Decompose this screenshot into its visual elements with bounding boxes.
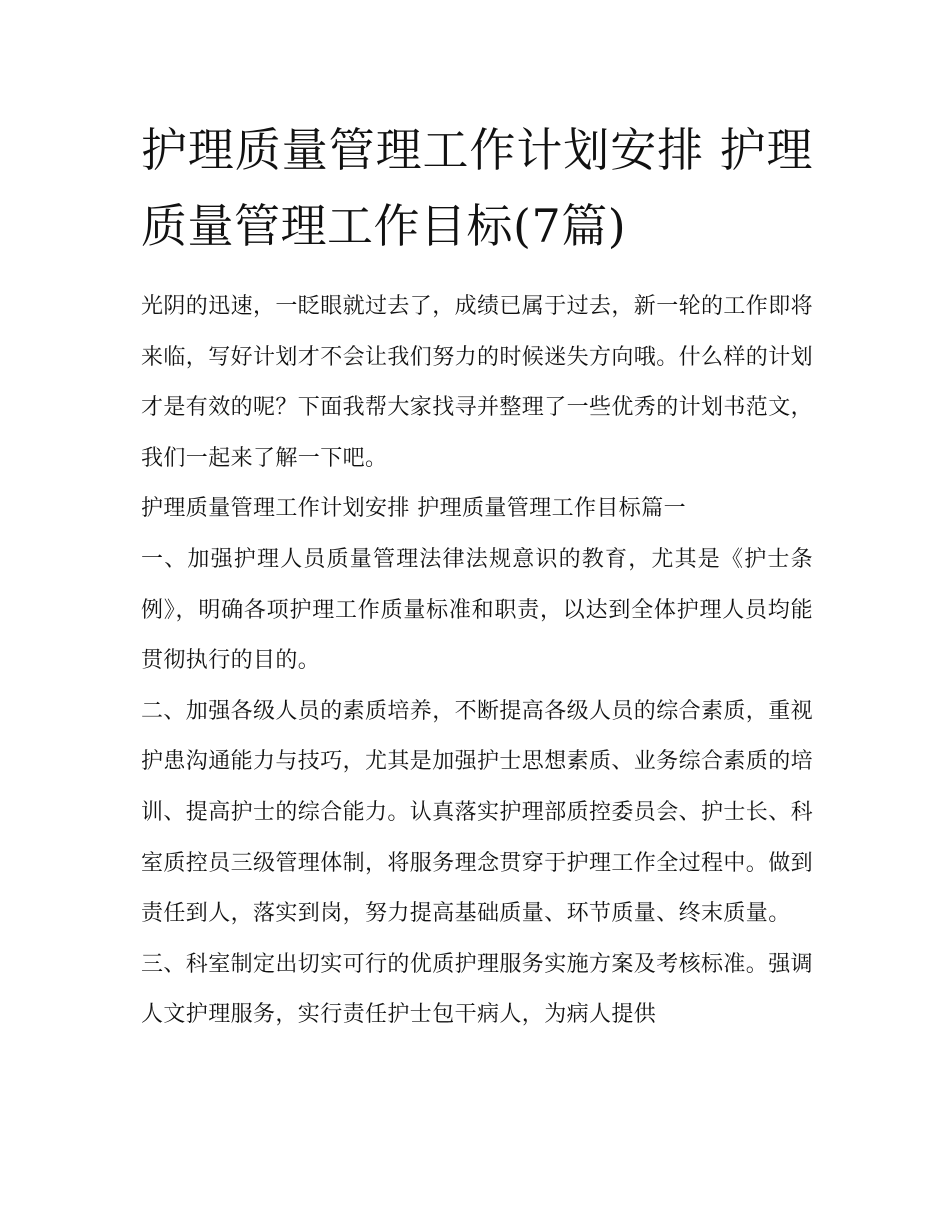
document-body	[141, 282, 813, 1041]
document-title: 护理质量管理工作计划安排 护理质量管理工作目标(7篇)	[141, 123, 813, 253]
body-paragraph: 一、加强护理人员质量管理法律法规意识的教育，尤其是《护士条例》，明确各项护理工作质量标准和职责，以达到全体护理人员均能贯彻执行的目的。	[141, 546, 813, 674]
intro-paragraph: 光阴的迅速，一眨眼就过去了，成绩已属于过去，新一轮的工作即将来临，写好计划才不会让我们努力的时候迷失方向哦。什么样的计划才是有效的呢？下面我帮大家找寻并整理了一些优秀的计划书范文，我们一起来了解一下吧。	[141, 294, 814, 471]
body-paragraph: 三、科室制定出切实可行的优质护理服务实施方案及考核标准。强调人文护理服务，实行责任护士包干病人，为病人提供	[141, 951, 814, 1028]
document-content	[141, 112, 813, 1041]
section-heading: 护理质量管理工作计划安排 护理质量管理工作目标篇一	[141, 496, 686, 522]
body-paragraph: 二、加强各级人员的素质培养，不断提高各级人员的综合素质，重视护患沟通能力与技巧，尤其是加强护士思想素质、业务综合素质的培训、提高护士的综合能力。认真落实护理部质控委员会、护士长、科室质控员三级管理体制，将服务理念贯穿于护理工作全过程中。做到责任到人，落实到岗，努力提高基础质量、环节质量、终末质量。	[141, 698, 814, 927]
